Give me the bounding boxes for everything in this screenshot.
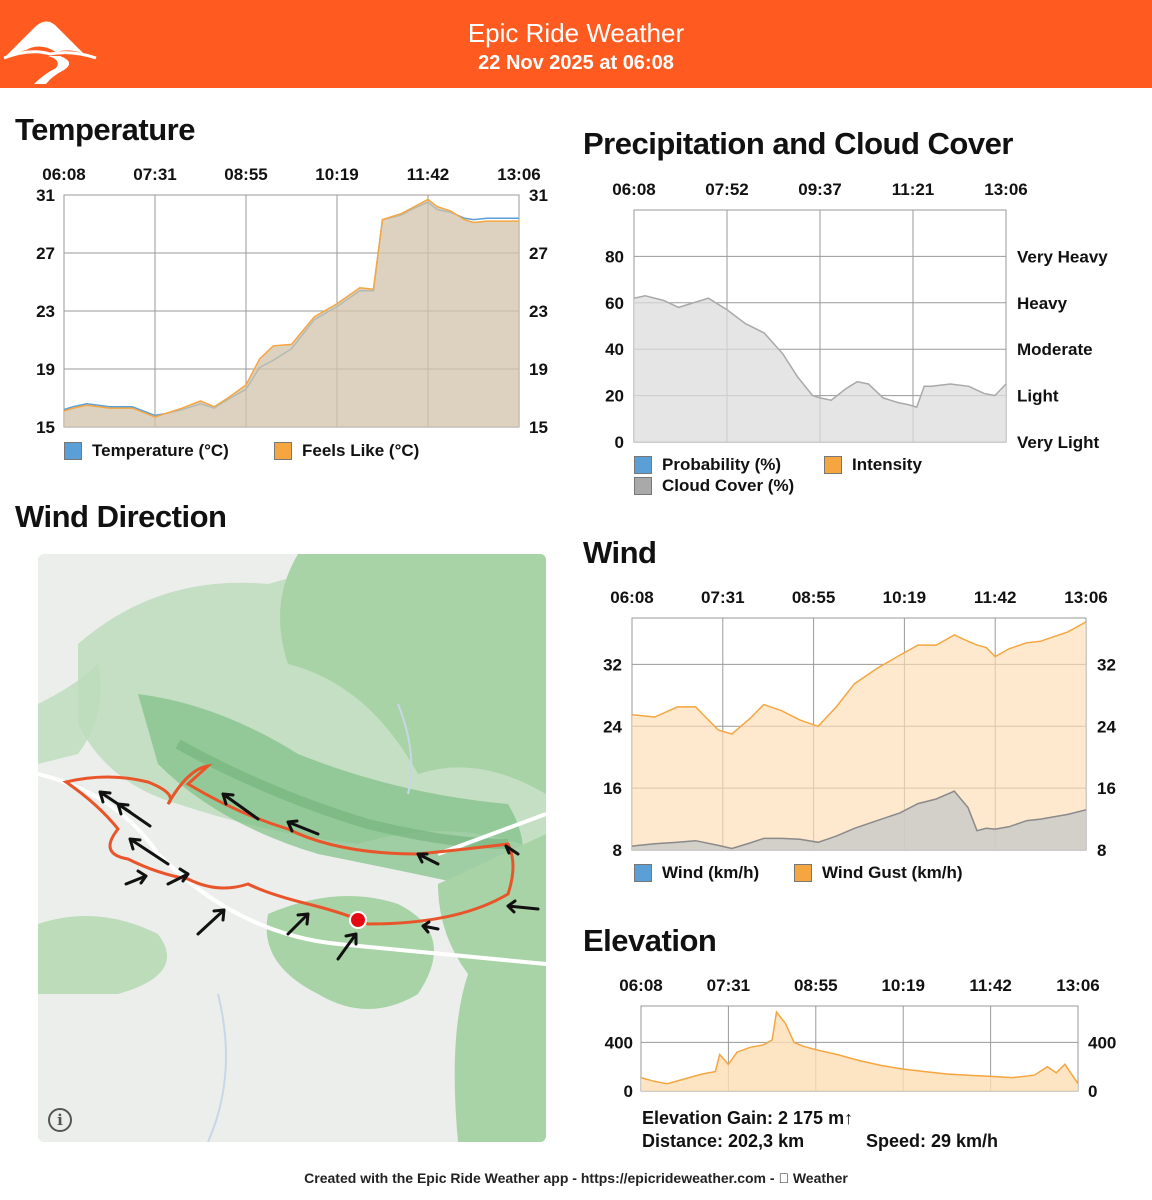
x-tick-label: 13:06: [1064, 588, 1108, 607]
speed: Speed: 29 km/h: [866, 1131, 999, 1151]
x-tick-label: 09:37: [798, 180, 842, 199]
legend-swatch: [634, 456, 652, 474]
legend-swatch: [824, 456, 842, 474]
info-icon[interactable]: i: [48, 1108, 72, 1132]
legend-swatch: [634, 477, 652, 495]
intensity-label: Light: [1017, 386, 1059, 406]
y-tick-label: 15: [36, 418, 55, 437]
distance: Distance: 202,3 km: [642, 1131, 805, 1151]
y-tick-label: 20: [605, 386, 624, 406]
x-tick-label: 08:55: [224, 165, 268, 184]
legend-item: [634, 863, 759, 883]
x-tick-label: 13:06: [1056, 976, 1100, 995]
legend-label: Cloud Cover (%): [662, 476, 795, 495]
intensity-label: Very Light: [1017, 433, 1100, 452]
route-start-marker: [350, 912, 366, 928]
legend-swatch: [634, 864, 652, 882]
legend-swatch: [794, 864, 812, 882]
x-tick-label: 06:08: [619, 976, 663, 995]
y-tick-label-right: 19: [529, 360, 548, 379]
y-tick-label: 0: [623, 1082, 633, 1101]
x-tick-label: 07:31: [701, 588, 745, 607]
x-tick-label: 11:42: [973, 588, 1017, 607]
wind-chart: [603, 588, 1116, 860]
precipitation-title: Precipitation and Cloud Cover: [583, 126, 1013, 161]
legend-label: Intensity: [852, 455, 922, 474]
legend-item: [274, 441, 419, 461]
footer-credit: Created with the Epic Ride Weather app - https://epicrideweather.com - Weather: [311, 1170, 841, 1186]
x-tick-label: 11:42: [969, 976, 1012, 995]
y-tick-label-right: 32: [1097, 655, 1116, 675]
x-tick-label: 07:52: [705, 180, 749, 199]
legend-label: Temperature (°C): [92, 441, 229, 460]
x-tick-label: 10:19: [315, 165, 359, 184]
x-tick-label: 06:08: [610, 588, 654, 607]
legend-item: [634, 455, 781, 475]
intensity-label: Moderate: [1017, 340, 1093, 360]
y-tick-label: 8: [612, 841, 622, 860]
x-tick-label: 13:06: [497, 165, 541, 184]
y-tick-label: 40: [605, 340, 624, 360]
legend-item: [634, 476, 794, 496]
legend-item: [794, 863, 963, 883]
app-title: Epic Ride Weather: [467, 18, 685, 48]
y-tick-label-right: 24: [1097, 717, 1116, 737]
legend-label: Wind (km/h): [662, 863, 760, 882]
x-tick-label: 11:21: [891, 180, 935, 199]
y-tick-label-right: 400: [1088, 1033, 1117, 1053]
x-tick-label: 10:19: [881, 976, 925, 995]
y-tick-label-right: 8: [1097, 841, 1107, 860]
y-tick-label-right: 27: [529, 244, 548, 263]
temperature-chart: [36, 165, 548, 437]
y-tick-label: 23: [36, 302, 55, 321]
y-tick-label: 27: [36, 244, 55, 263]
legend-item: [824, 455, 922, 475]
y-tick-label: 31: [36, 186, 55, 205]
x-tick-label: 13:06: [984, 180, 1028, 199]
legend-label: Feels Like (°C): [302, 441, 420, 460]
wind-direction-map[interactable]: [38, 554, 546, 1142]
x-tick-label: 07:31: [706, 976, 751, 995]
legend-label: Probability (%): [662, 455, 782, 474]
legend-swatch: [274, 442, 292, 460]
map-canvas: [38, 554, 546, 1142]
legend-item: [64, 441, 229, 461]
y-tick-label-right: 23: [529, 302, 548, 321]
y-tick-label: 24: [603, 717, 622, 737]
wind-title: Wind: [583, 535, 657, 570]
elevation-gain: Elevation Gain: 2 175 m↑: [642, 1108, 854, 1128]
intensity-label: Very Heavy: [1017, 247, 1108, 267]
y-tick-label: 32: [603, 655, 622, 675]
x-tick-label: 06:08: [612, 180, 656, 199]
x-tick-label: 11:42: [406, 165, 450, 184]
y-tick-label: 19: [36, 360, 55, 379]
y-tick-label: 0: [614, 433, 624, 452]
temperature-title: Temperature: [15, 112, 195, 147]
y-tick-label: 16: [603, 779, 622, 799]
legend-swatch: [64, 442, 82, 460]
y-tick-label-right: 0: [1088, 1082, 1098, 1101]
x-tick-label: 10:19: [882, 588, 927, 607]
x-tick-label: 08:55: [791, 588, 836, 607]
y-tick-label: 400: [604, 1033, 633, 1053]
precipitation-chart: [605, 180, 1108, 452]
y-tick-label-right: 15: [529, 418, 548, 437]
y-tick-label-right: 31: [529, 186, 548, 205]
report-datetime: 22 Nov 2025 at 06:08: [478, 52, 674, 74]
legend-label: Wind Gust (km/h): [822, 863, 963, 882]
elevation-chart: [605, 976, 1117, 1101]
x-tick-label: 07:31: [133, 165, 177, 184]
x-tick-label: 08:55: [794, 976, 838, 995]
elevation-title: Elevation: [583, 923, 717, 958]
y-tick-label: 60: [605, 293, 624, 313]
y-tick-label-right: 16: [1097, 779, 1116, 799]
x-tick-label: 06:08: [42, 165, 86, 184]
y-tick-label: 80: [605, 247, 624, 267]
intensity-label: Heavy: [1017, 293, 1068, 313]
wind-direction-title: Wind Direction: [15, 499, 227, 534]
